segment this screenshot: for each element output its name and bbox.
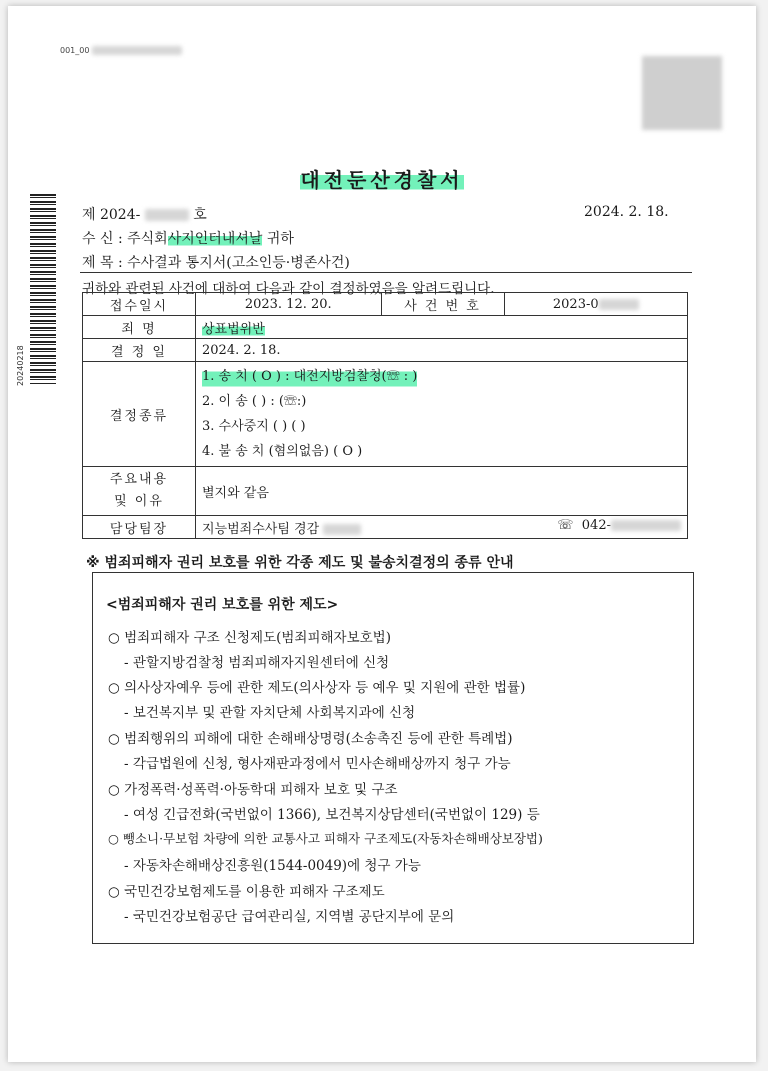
charge-value: 상표법위반 (202, 321, 265, 337)
officer-cell: 지능범죄수사팀 경감 ☏ 042- (196, 516, 688, 539)
decision-option-4: 4. 불 송 치 (혐의없음) ( O ) (202, 444, 363, 459)
intro-text: 귀하와 관련된 사건에 대하여 다음과 같이 결정하였음을 알려드립니다. (82, 281, 495, 297)
document-date: 2024. 2. 18. (584, 204, 669, 220)
victim-rights-title: <범죄피해자 권리 보호를 위한 제도> (106, 597, 339, 613)
receipt-date: 2023. 12. 20. (196, 293, 382, 316)
list-item: ○ 의사상자예우 등에 관한 제도(의사상자 등 예우 및 지원에 관한 법률) (108, 680, 526, 696)
redacted-block (92, 46, 182, 55)
decision-date-label: 결 정 일 (83, 339, 196, 362)
barcode-number: 20240218 (16, 345, 25, 386)
document-id-text: 001_00 (60, 46, 90, 55)
receipt-date-label: 접수일시 (83, 293, 196, 316)
list-item: - 국민건강보험공단 급여관리실, 지역별 공단지부에 문의 (124, 909, 455, 925)
reason-label: 주요내용 및 이유 (83, 467, 196, 516)
document-number: 제 2024- 호 (82, 207, 207, 223)
decision-date: 2024. 2. 18. (196, 339, 688, 362)
charge-label: 죄 명 (83, 316, 196, 339)
document-title (8, 164, 756, 193)
officer-label: 담당팀장 (83, 516, 196, 539)
document-id (60, 46, 182, 55)
list-item: - 보건복지부 및 관할 자치단체 사회복지과에 신청 (124, 705, 416, 721)
phone-icon: ☏ (557, 517, 574, 533)
title-text: 대전둔산경찰서 (300, 168, 464, 192)
reason-value: 별지와 같음 (196, 467, 688, 516)
document-page (8, 6, 756, 1062)
decision-option-2: 2. 이 송 ( ) : (☏:) (202, 394, 307, 409)
redacted-block (145, 209, 189, 221)
case-number: 2023-0 (504, 293, 687, 316)
decision-option-3: 3. 수사중지 ( ) ( ) (202, 419, 306, 434)
list-item: ○ 뺑소니·무보험 차량에 의한 교통사고 피해자 구조제도(자동차손해배상보장법) (108, 831, 543, 846)
redacted-block (323, 524, 361, 535)
phone-number: 042- (581, 517, 611, 533)
list-item: ○ 범죄피해자 구조 신청제도(범죄피해자보호법) (108, 630, 391, 646)
decision-type-cell (196, 362, 688, 467)
list-item: ○ 범죄행위의 피해에 대한 손해배상명령(소송촉진 등에 관한 특례법) (108, 731, 513, 747)
list-item: ○ 국민건강보험제도를 이용한 피해자 구조제도 (108, 884, 385, 900)
subject-divider (80, 272, 692, 273)
subject-line: 제 목 : 수사결과 통지서(고소인등·병존사건) (82, 255, 350, 271)
list-item: - 자동차손해배상진흥원(1544-0049)에 청구 가능 (124, 858, 421, 874)
list-item: ○ 가정폭력·성폭력·아동학대 피해자 보호 및 구조 (108, 782, 398, 798)
decision-table (82, 292, 688, 539)
decision-type-label: 결정종류 (83, 362, 196, 467)
recipient-highlight: 사지인터내셔날 (167, 231, 263, 247)
list-item: - 관할지방검찰청 범죄피해자지원센터에 신청 (124, 655, 390, 671)
list-item: - 각급법원에 신청, 형사재판과정에서 민사손해배상까지 청구 가능 (124, 756, 511, 772)
case-number-label: 사 건 번 호 (381, 293, 504, 316)
redacted-block (599, 299, 639, 310)
redacted-block (611, 520, 681, 531)
list-item: - 여성 긴급전화(국번없이 1366), 보건복지상담센터(국번없이 129) 등 (124, 807, 540, 823)
notice-heading: ※ 범죄피해자 권리 보호를 위한 각종 제도 및 불송치결정의 종류 안내 (86, 555, 514, 571)
recipient-line: 수 신 : 주식회사지인터내셔날 귀하 (82, 231, 294, 247)
decision-option-1: 1. 송 치 ( O ) : 대전지방검찰청(☏ : ) (202, 364, 417, 389)
vertical-barcode (30, 194, 56, 384)
charge-cell (196, 316, 688, 339)
qr-code-redacted (642, 56, 722, 130)
